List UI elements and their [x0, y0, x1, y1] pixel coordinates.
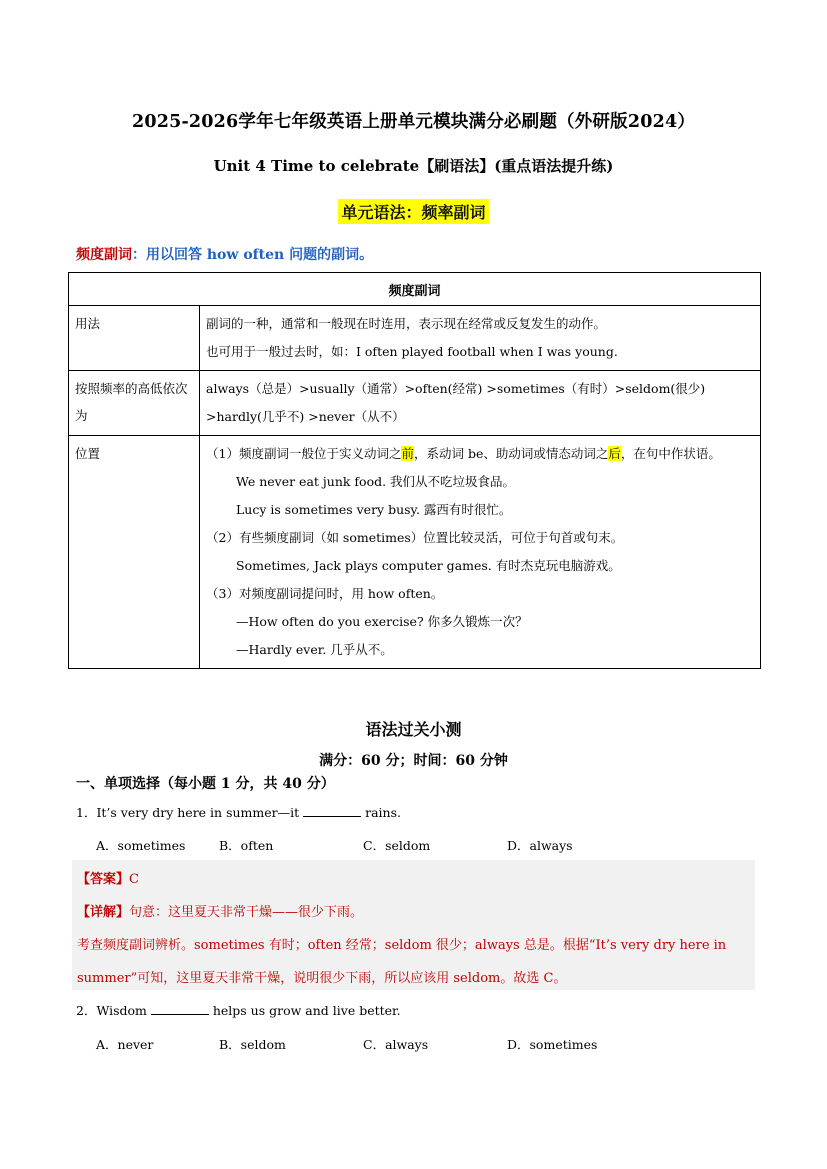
document-title: 2025-2026学年七年级英语上册单元模块满分必刷题（外研版2024）	[131, 112, 696, 132]
detail-text: 句意：这里夏天非常干燥——很少下雨。	[129, 905, 364, 920]
position-rule-1	[206, 440, 754, 468]
answer-value: C	[129, 872, 139, 887]
section-heading	[0, 199, 827, 224]
part-heading: 一、单项选择（每小题 1 分，共 40 分）	[76, 776, 335, 792]
rule-text: ，在句中作状语。	[620, 446, 721, 461]
definition-text: ：用以回答 how often 问题的副词。	[132, 247, 374, 263]
stem-text: rains.	[361, 805, 401, 820]
table-row	[69, 436, 761, 669]
option-c: C．always	[363, 1037, 429, 1052]
question-1-stem	[76, 803, 401, 821]
option-a: A．never	[96, 1037, 154, 1052]
row-content	[200, 306, 761, 371]
stem-text: helps us grow and live better.	[208, 1003, 401, 1018]
answer-explanation-box	[72, 860, 755, 990]
document-subtitle: Unit 4 Time to celebrate【刷语法】(重点语法提升练)	[213, 157, 614, 175]
frequency-order: always（总是）>usually（通常）>often(经常) >sometimes（有时）>seldom(很少) >hardly(几乎不) >never（从不）	[206, 381, 706, 424]
usage-line: 也可用于一般过去时，如：I often played football when I was young.	[206, 344, 618, 359]
table-row	[69, 371, 761, 436]
answer-blank	[151, 1002, 209, 1015]
row-label: 按照频率的高低依次为	[69, 371, 200, 436]
option-d: D．sometimes	[507, 1037, 598, 1052]
table-header-row	[69, 273, 761, 306]
option-d: D．always	[507, 838, 573, 853]
table-header: 频度副词	[69, 273, 761, 306]
row-label: 位置	[69, 436, 200, 669]
table-row	[69, 306, 761, 371]
position-rule-3: （3）对频度副词提问时，用 how often。	[206, 586, 444, 601]
example-sentence: —Hardly ever. 几乎从不。	[236, 642, 393, 657]
example-sentence: Sometimes, Jack plays computer games. 有时杰克玩电脑游戏。	[236, 558, 621, 573]
definition-term: 频度副词	[76, 247, 132, 263]
example-sentence: We never eat junk food. 我们从不吃垃圾食品。	[236, 474, 516, 489]
position-rule-2: （2）有些频度副词（如 sometimes）位置比较灵活，可位于句首或句末。	[206, 530, 624, 545]
quiz-title: 语法过关小测	[365, 720, 462, 739]
row-content	[200, 371, 761, 436]
analysis-line: summer”可知，这里夏天非常干燥，说明很少下雨，所以应该用 seldom。故选 C。	[77, 971, 567, 986]
rule-text: ，系动词 be、助动词或情态动词之	[413, 446, 609, 461]
detail-key-label: 【详解】	[77, 905, 130, 920]
stem-text: 2．Wisdom	[76, 1003, 151, 1018]
highlight-before: 前	[401, 446, 414, 461]
question-2-stem	[76, 1001, 401, 1019]
highlight-after: 后	[608, 446, 621, 461]
example-sentence: Lucy is sometimes very busy. 露西有时很忙。	[236, 502, 512, 517]
section-badge: 单元语法：频率副词	[338, 199, 488, 224]
detail-line	[77, 901, 363, 920]
usage-line: 副词的一种，通常和一般现在时连用，表示现在经常或反复发生的动作。	[206, 316, 607, 331]
grammar-table	[68, 272, 761, 669]
answer-blank	[303, 804, 361, 817]
option-a: A．sometimes	[96, 838, 186, 853]
stem-text: 1．It’s very dry here in summer—it	[76, 805, 304, 820]
option-b: B．often	[219, 838, 274, 853]
rule-text: （1）频度副词一般位于实义动词之	[206, 446, 402, 461]
answer-key-label: 【答案】	[77, 872, 130, 887]
analysis-line: 考查频度副词辨析。sometimes 有时；often 经常；seldom 很少；always 总是。根据“It’s very dry here in	[77, 938, 727, 953]
quiz-info: 满分：60 分；时间：60 分钟	[319, 753, 508, 769]
option-c: C．seldom	[363, 838, 431, 853]
row-content	[200, 436, 761, 669]
example-sentence: —How often do you exercise? 你多久锻炼一次？	[236, 614, 528, 629]
option-b: B．seldom	[219, 1037, 286, 1052]
row-label: 用法	[69, 306, 200, 371]
definition-line	[76, 244, 373, 264]
answer-line	[77, 868, 139, 887]
